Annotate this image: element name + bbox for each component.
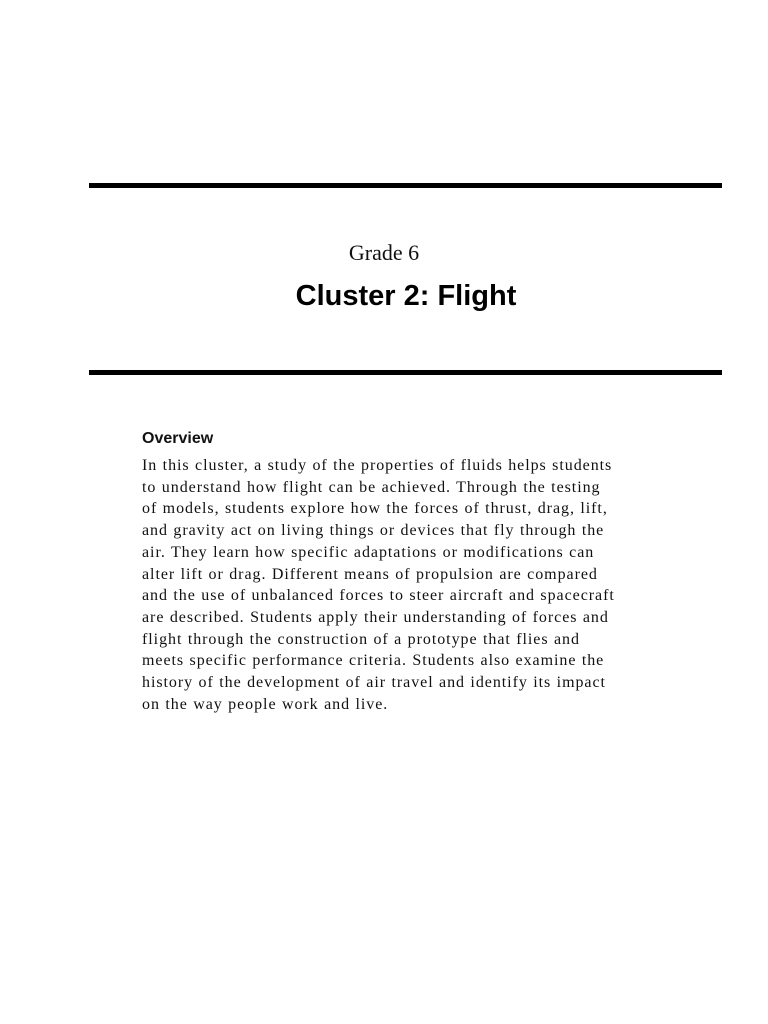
overview-line: air. They learn how specific adaptations or modifications can [142, 543, 595, 561]
overview-line: to understand how flight can be achieved. Through the testing [142, 478, 601, 496]
grade-label: Grade 6 [348, 240, 420, 265]
top-divider [89, 183, 722, 188]
overview-line: of models, students explore how the forces of thrust, drag, lift, [142, 500, 608, 518]
cluster-title: Cluster 2: Flight [295, 280, 517, 312]
overview-line: In this cluster, a study of the properties of fluids helps students [142, 457, 613, 474]
bottom-divider [89, 370, 722, 375]
overview-line: on the way people work and live. [142, 695, 389, 713]
overview-line: and the use of unbalanced forces to steer aircraft and spacecraft [142, 587, 615, 605]
overview-line: flight through the construction of a prototype that flies and [142, 630, 580, 648]
overview-line: history of the development of air travel and identify its impact [142, 674, 606, 692]
overview-paragraph [142, 455, 682, 715]
overview-line: and gravity act on living things or devices that fly through the [142, 522, 605, 540]
overview-line: alter lift or drag. Different means of propulsion are compared [142, 565, 598, 583]
overview-line: meets specific performance criteria. Students also examine the [142, 652, 605, 670]
overview-heading: Overview [142, 430, 214, 447]
overview-line: are described. Students apply their understanding of forces and [142, 608, 609, 626]
